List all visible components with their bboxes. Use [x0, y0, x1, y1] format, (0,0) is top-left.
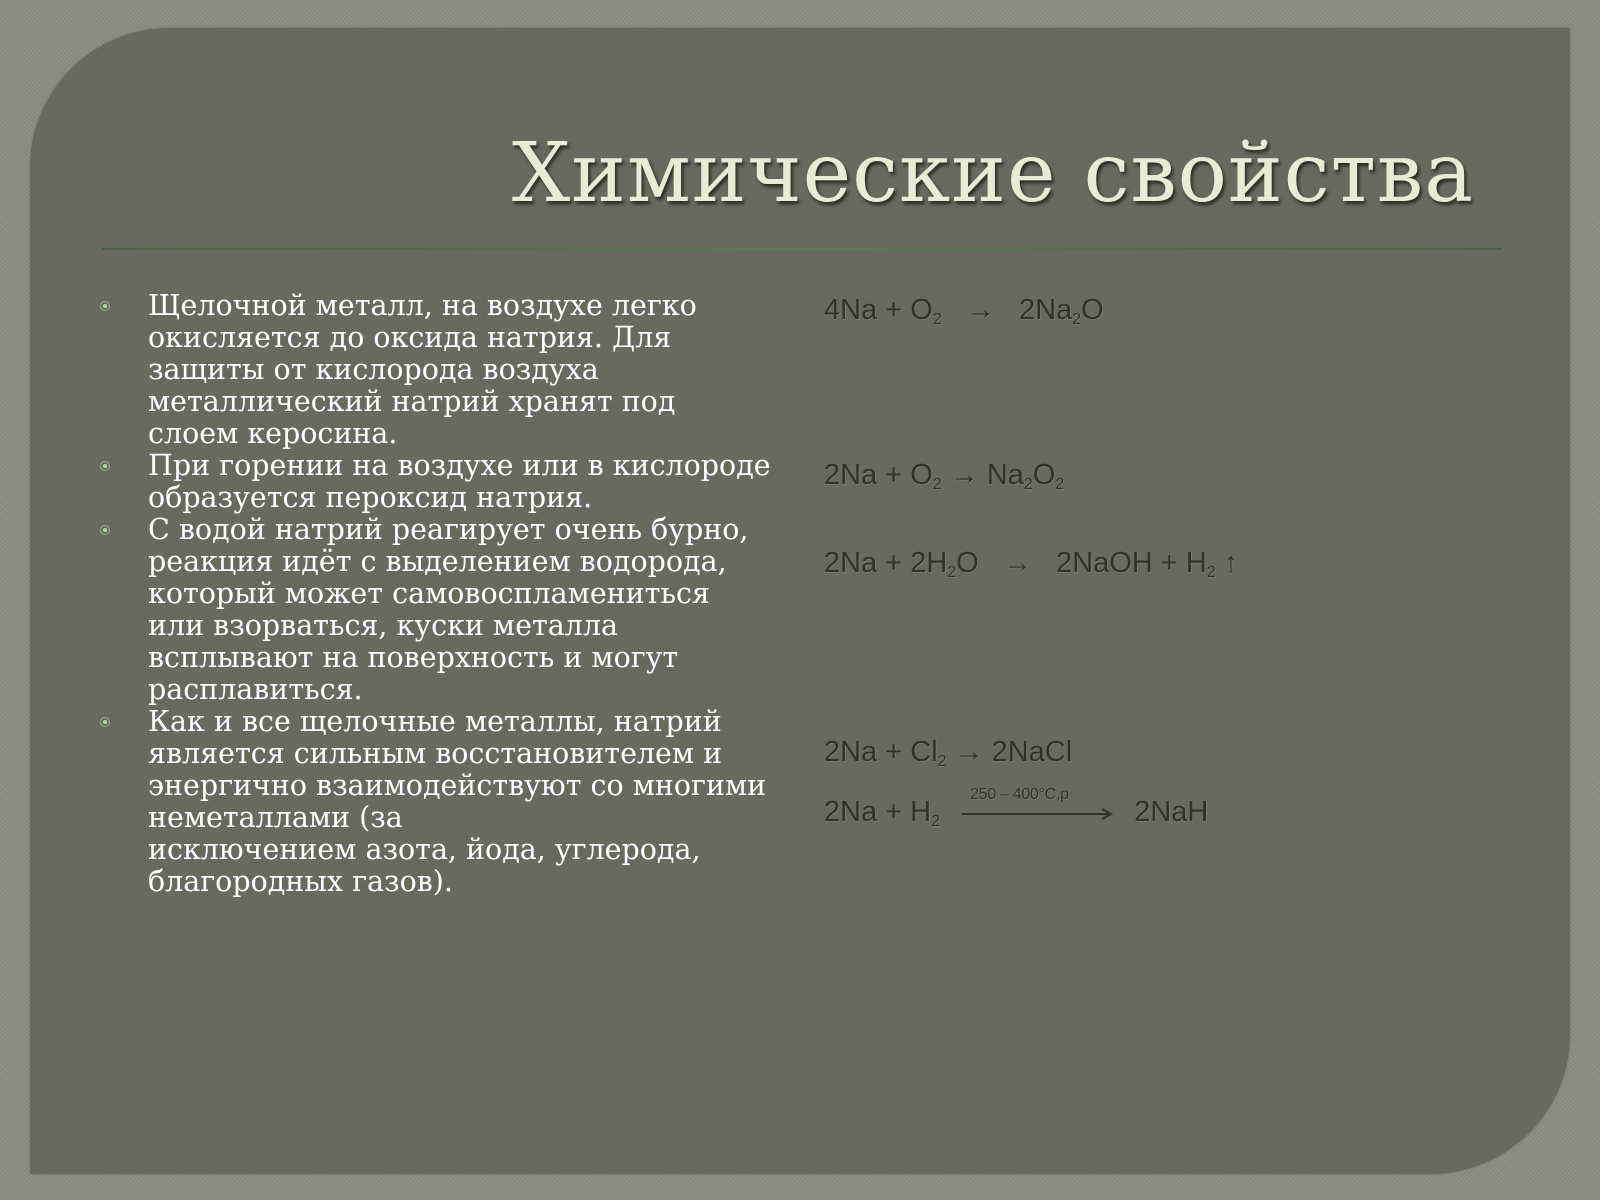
equation-subscript: 2	[932, 311, 942, 328]
equation-oxide	[824, 292, 1104, 328]
bullet-text: С водой натрий реагирует очень бурно, реакция идёт с выделением водорода, который может самовоспламениться или взорваться, куски металла всплывают на поверхность и могут расплавиться.	[148, 513, 749, 706]
title-divider	[102, 248, 1502, 250]
bullet-text: Как и все щелочные металлы, натрий является сильным восстановителем и энергично взаимодействуют со многими неметаллами (за исключением азота, йода, углерода, благородных газов).	[148, 705, 767, 898]
reaction-arrow-icon: →	[965, 294, 995, 326]
bullet-item-reducing-agent	[94, 706, 784, 898]
equation-part: 2NaCl	[991, 736, 1073, 768]
equation-part: 2NaOH + H	[1056, 547, 1207, 579]
bullet-item-water-reaction	[94, 514, 784, 706]
long-arrow-icon	[962, 807, 1114, 821]
equation-part: 2Na + O	[824, 459, 933, 491]
bullet-icon	[100, 461, 110, 471]
equation-subscript: 2	[931, 813, 941, 830]
equation-part: 2Na	[1019, 294, 1073, 326]
equation-part: 2Na + H	[824, 796, 932, 828]
reaction-arrow-icon: →	[1002, 547, 1032, 579]
equation-part: O	[1032, 459, 1056, 491]
bullet-item-oxidation	[94, 290, 784, 450]
equation-subscript: 2	[937, 753, 947, 770]
equation-hydride	[824, 786, 1209, 830]
equation-part: O	[1081, 294, 1104, 326]
bullet-item-combustion	[94, 450, 784, 514]
conditional-arrow	[962, 786, 1114, 825]
equation-subscript: 2	[1023, 476, 1033, 493]
slide-title: Химические свойства	[511, 126, 1474, 221]
reaction-arrow-icon: →	[954, 736, 984, 768]
equation-subscript: 2	[1206, 564, 1216, 581]
bullet-list	[94, 290, 784, 898]
equation-chloride	[824, 734, 1072, 770]
equation-part: Na	[986, 459, 1024, 491]
bullet-icon	[100, 717, 110, 727]
gas-arrow-up-icon: ↑	[1223, 547, 1239, 579]
equation-subscript: 2	[1072, 311, 1082, 328]
equation-part: 4Na + O	[824, 294, 933, 326]
equation-part: O	[956, 547, 979, 579]
equation-subscript: 2	[947, 564, 957, 581]
reaction-arrow-icon: →	[949, 459, 979, 491]
equation-part: 2Na + 2H	[824, 547, 948, 579]
equation-water	[824, 545, 1238, 581]
bullet-text: Щелочной металл, на воздухе легко окисляется до оксида натрия. Для защиты от кислорода воздуха металлический натрий хранят под слоем керосина.	[148, 289, 697, 450]
bullet-icon	[100, 525, 110, 535]
equation-subscript: 2	[1055, 476, 1065, 493]
equation-subscript: 2	[932, 476, 942, 493]
equation-peroxide	[824, 457, 1064, 493]
bullet-text: При горении на воздухе или в кислороде образуется пероксид натрия.	[148, 449, 771, 514]
equation-part: 2NaH	[1134, 796, 1209, 828]
bullet-icon	[100, 301, 110, 311]
equation-part: 2Na + Cl	[824, 736, 938, 768]
reaction-condition: 250 – 400°C,p	[970, 786, 1069, 803]
